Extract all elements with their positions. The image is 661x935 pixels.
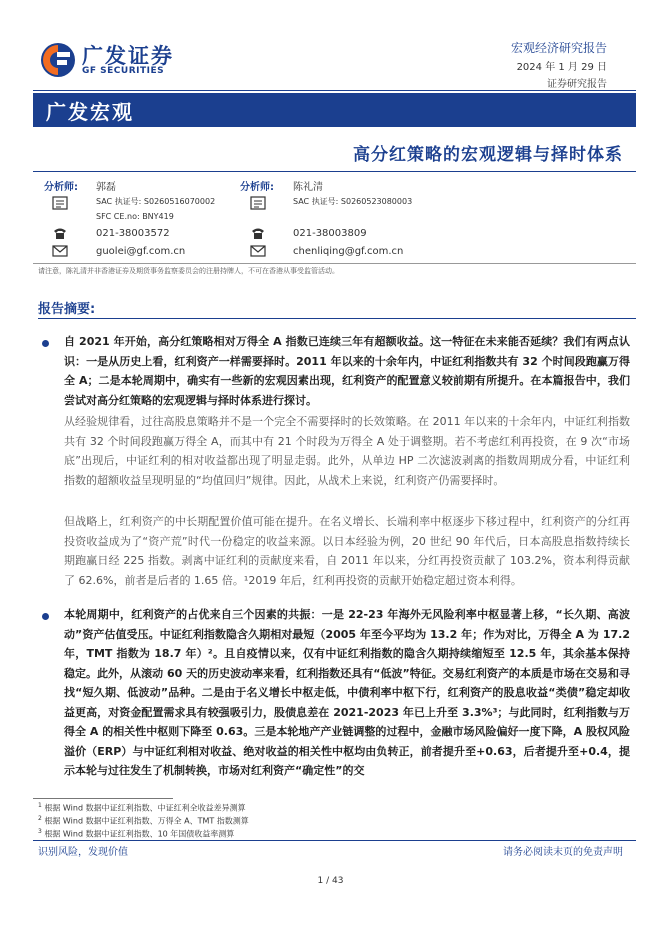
analyst-sfc: SFC CE.no: BNY419 xyxy=(96,212,174,221)
report-date: 2024 年 1 月 29 日 xyxy=(516,62,607,73)
analyst-email[interactable]: guolei@gf.com.cn xyxy=(96,246,186,257)
disclaimer-note: 请注意，陈礼清并非香港证券及期货事务监察委员会的注册持牌人，不可在香港从事受监管活动。 xyxy=(38,267,339,275)
footer-disclaimer-link: 请务必阅读末页的免责声明 xyxy=(503,847,623,858)
id-card-icon xyxy=(250,196,266,210)
summary-rule xyxy=(38,318,636,319)
analyst-email[interactable]: chenliqing@gf.com.cn xyxy=(293,246,404,257)
footnote: $^2$ 根据 Wind 数据中证红利指数、万得全 A、TMT 指数测算 xyxy=(38,815,249,826)
report-category: 证券研究报告 xyxy=(547,79,607,90)
bullet-icon xyxy=(42,340,49,347)
analyst-label: 分析师: xyxy=(240,182,274,193)
analyst-name: 郭磊 xyxy=(96,182,116,193)
footnote: $^1$ 根据 Wind 数据中证红利指数、中证红利全收益差异测算 xyxy=(38,802,246,813)
brand-name-cn: 广发证券 xyxy=(82,44,174,68)
header-rule xyxy=(33,90,636,91)
gf-logo-icon xyxy=(40,42,76,78)
analyst-phone: 021-38003809 xyxy=(293,228,367,239)
analyst-rule xyxy=(33,263,636,264)
phone-icon xyxy=(250,226,266,240)
footer-rule xyxy=(33,840,636,841)
brand-name-en: GF SECURITIES xyxy=(82,66,165,76)
bullet-icon xyxy=(42,613,49,620)
analyst-label: 分析师: xyxy=(44,182,78,193)
footnote: $^3$ 根据 Wind 数据中证红利指数、10 年国债收益率测算 xyxy=(38,828,235,839)
report-type: 宏观经济研究报告 xyxy=(510,41,607,55)
analyst-sac: SAC 执证号: S0260523080003 xyxy=(293,197,413,206)
summary-paragraph: 自 2021 年开始，高分红策略相对万得全 A 指数已连续三年有超额收益。这一特征在未来能否延续？我们有两点认识：一是从历史上看，红利资产一样需要择时。2011 年以来的十余年内，中证红利指数共有 32 个时间段跑赢万得全 A；二是本轮周期中，确实有一些新的宏观因素出现，红利资产的配置意义较前期有所提升。在本篇报告中，我们尝试对高分红策略的宏观逻辑与择时体系进行探讨。 xyxy=(64,335,630,407)
summary-paragraph: 但战略上，红利资产的中长期配置价值可能在提升。在名义增长、长端利率中枢逐步下移过程中，红利资产的分红再投资收益成为了“资产荒”时代一份稳定的收益来源。以日本经验为例，20 世纪 90 年代后，日本高股息指数持续长期跑赢日经 225 指数。剥离中证红利的贡献度来看，自 2011 年以来，分红再投资贡献了 103.2%，资本利得贡献了 62.6%，前者是后者的 1.65 倍。¹2019 年后，红利再投资的贡献开始稳定超过资本利得。 xyxy=(64,515,630,587)
id-card-icon xyxy=(52,196,68,210)
analyst-phone: 021-38003572 xyxy=(96,228,170,239)
page-number: 1 / 43 xyxy=(317,876,344,886)
banner-title: 广发宏观 xyxy=(46,100,134,124)
summary-heading: 报告摘要: xyxy=(38,302,96,317)
analyst-name: 陈礼清 xyxy=(293,182,323,193)
email-icon xyxy=(250,244,266,258)
title-rule xyxy=(33,171,636,172)
summary-paragraph: 本轮周期中，红利资产的占优来自三个因素的共振：一是 22-23 年海外无风险利率中枢显著上移，“长久期、高波动”资产估值受压。中证红利指数隐含久期相对最短（2005 年至今平均为 13.2 年；作为对比，万得全 A 为 17.2 年，TMT 指数为 18.7 年）²。且自疫情以来，仅有中证红利指数的隐含久期持续缩短至 12.5 年，其余基本保持稳定。此外，从滚动 60 天的历史波动率来看，红利指数还具有“低波”特征。交易红利资产的本质是市场在交易和寻找“短久期、低波动”品种。二是由于名义增长中枢走低，中债利率中枢下行，红利资产的股息收益“类债”稳定却收益更高，对资金配置需求具有较强吸引力，股债息差在 2021-2023 年已上升至 3.3%³；与此同时，红利指数与万得全 A 的相关性中枢则下降至 0.63。三是本轮地产产业链调整的过程中，金融市场风险偏好一度下降，A 股权风险溢价（ERP）与中证红利相对收益、绝对收益的相关性中枢均由负转正，前者提升至+0.63，后者提升至+0.4，提示本轮与过往发生了机制转换，市场对红利资产“确定性”的交 xyxy=(64,608,630,777)
phone-icon xyxy=(52,226,68,240)
analyst-sac: SAC 执证号: S0260516070002 xyxy=(96,197,216,206)
email-icon xyxy=(52,244,68,258)
footer-slogan: 识别风险，发现价值 xyxy=(38,847,128,858)
footnote-rule xyxy=(33,798,173,799)
summary-paragraph: 从经验规律看，过往高股息策略并不是一个完全不需要择时的长效策略。在 2011 年以来的十余年内，中证红利指数共有 32 个时间段跑赢万得全 A，而其中有 21 个时段为万得全 A 处于调整期。若不考虑红利再投资，在 9 次“市场底”出现后，中证红利的相对收益都出现了明显走弱。此外，从单边 HP 二次滤波剥离的指数周期成分看，中证红利指数的超额收益呈现明显的“均值回归”规律。因此，从战术上来说，红利资产仍需要择时。 xyxy=(64,415,630,487)
report-title: 高分红策略的宏观逻辑与择时体系 xyxy=(353,145,623,165)
